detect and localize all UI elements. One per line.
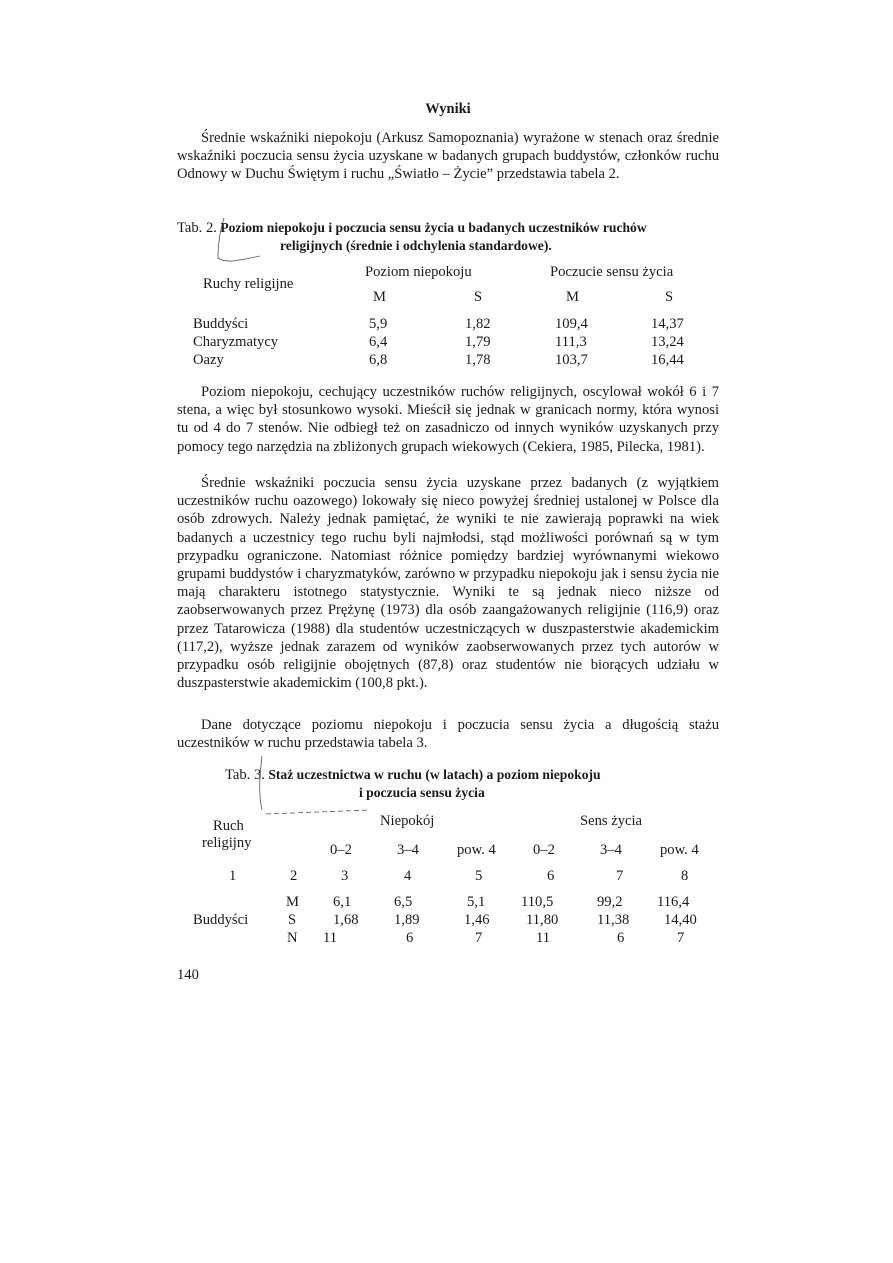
table3-stat-label: N — [287, 930, 298, 946]
intro-paragraph: Średnie wskaźniki niepokoju (Arkusz Samopoznania) wyrażone w stenach oraz średnie wskaźniki poczucia sensu życia uzyskane w badanych grupach buddystów, członków ruchu Odnowy w Duchu Świętym i ruchu „Światło – Życie” przedstawia tabela 2. — [177, 130, 719, 183]
table2-cell: 1,82 — [465, 316, 491, 332]
table2-cell: 1,79 — [465, 334, 491, 350]
table3-cell: 11 — [323, 930, 338, 946]
table3-col-number: 5 — [475, 868, 483, 884]
table3-cell: 7 — [475, 930, 483, 946]
table3-cell: 14,40 — [664, 912, 697, 928]
paragraph-anxiety: Poziom niepokoju, cechujący uczestników ruchów religijnych, oscylował wokół 6 i 7 stena, a więc był stosunkowo wysoki. Mieścił się jednak w granicach normy, która wynosi tu od 4 do 7 stenów. Nie odbiegł też on zasadniczo od innych wyników uzyskanych przy pomocy tego narzędzia na zbliżonych grupach wiekowych (Cekiera, 1985, Pilecka, 1981). — [177, 384, 719, 455]
table3-col-number: 6 — [547, 868, 555, 884]
pen-mark-decoration — [210, 210, 270, 270]
table3-ruch-line1: Ruch — [213, 818, 244, 834]
table2-cell: 1,78 — [465, 352, 491, 368]
table3-cell: 11 — [536, 930, 551, 946]
table3-stat-label: S — [288, 912, 297, 928]
table2-row-name: Charyzmatycy — [193, 334, 279, 350]
table3-col-number: 1 — [229, 868, 237, 884]
table3-sub-header: pow. 4 — [457, 842, 496, 858]
table3-cell: 99,2 — [597, 894, 623, 910]
table2-sub-header: S — [474, 289, 483, 305]
table2-row-name: Oazy — [193, 352, 224, 368]
table2-cell: 16,44 — [651, 352, 684, 368]
table3-col-number: 3 — [341, 868, 349, 884]
table3-stat-label: M — [286, 894, 299, 910]
table2-cell: 13,24 — [651, 334, 684, 350]
table2-caption-line2: religijnych (średnie i odchylenia standardowe). — [280, 238, 552, 253]
table3-cell: 1,68 — [333, 912, 359, 928]
table2-cell: 14,37 — [651, 316, 684, 332]
table3-cell: 6 — [617, 930, 625, 946]
table3-cell: 1,46 — [464, 912, 490, 928]
table2-cell: 111,3 — [555, 334, 587, 350]
table2-cell: 109,4 — [555, 316, 588, 332]
table2-row-name: Buddyści — [193, 316, 249, 332]
table3-col-number: 8 — [681, 868, 689, 884]
table3-group-label: Buddyści — [193, 912, 249, 928]
table2-row-header: Ruchy religijne — [203, 276, 294, 292]
table2-caption-line1: Poziom niepokoju i poczucia sensu życia u badanych uczestników ruchów — [220, 220, 647, 235]
table3-group-anxiety: Niepokój — [380, 813, 435, 829]
table2-cell: 103,7 — [555, 352, 588, 368]
table2-sub-header: S — [665, 289, 674, 305]
table3-label: Tab. 3. — [225, 767, 265, 783]
table3-col-number: 7 — [616, 868, 624, 884]
table3-cell: 5,1 — [467, 894, 486, 910]
table2-sub-header: M — [373, 289, 386, 305]
table3-cell: 110,5 — [521, 894, 554, 910]
section-title: Wyniki — [425, 101, 471, 117]
table3-cell: 7 — [677, 930, 685, 946]
table3-cell: 6 — [406, 930, 414, 946]
table2-group-anxiety: Poziom niepokoju — [365, 264, 472, 280]
page-number: 140 — [177, 967, 199, 983]
table3-cell: 1,89 — [394, 912, 420, 928]
table3-group-meaning: Sens życia — [580, 813, 643, 829]
table3-cell: 6,5 — [394, 894, 413, 910]
table3-sub-header: 0–2 — [533, 842, 555, 858]
table3-sub-header: 0–2 — [330, 842, 352, 858]
pen-mark-decoration — [250, 752, 380, 822]
table3-sub-header: 3–4 — [397, 842, 419, 858]
table2-sub-header: M — [566, 289, 579, 305]
table3-cell: 6,1 — [333, 894, 352, 910]
table3-sub-header: 3–4 — [600, 842, 622, 858]
paragraph-meaning: Średnie wskaźniki poczucia sensu życia uzyskane przez badanych (z wyjątkiem uczestników ruchu oazowego) lokowały się nieco powyżej średniej ustalonej w Polsce dla osób zdrowych. Należy jednak pamiętać, że wyniki te nie zawierają poprawki na wiek badanych a uczestnicy tego ruchu byli najmłodsi, stąd możliwości porównań są w tym przypadku ograniczone. Natomiast różnice pomiędzy bardziej wyrównanymi wiekowo grupami buddystów i charyzmatyków, zarówno w przypadku niepokoju jak i sensu życia nie mają charakteru istotnego statystycznie. Wyniki te są jednak nieco niższe od zaobserwowanych przez Prężynę (1973) dla osób zaangażowanych religijnie (116,9) oraz przez Tatarowicza (1988) dla studentów uczestniczących w duszpasterstwie akademickim (117,2), wyższe jednak zarazem od wyników zaobserwowanych przez tych autorów w przypadku osób religijnie obojętnych (87,8) oraz studentów nie biorących udziału w duszpasterstwie akademickim (100,8 pkt.). — [177, 475, 719, 692]
table3-sub-header: pow. 4 — [660, 842, 699, 858]
table2-cell: 6,4 — [369, 334, 388, 350]
paragraph-tenure: Dane dotyczące poziomu niepokoju i poczucia sensu życia a długością stażu uczestników w ruchu przedstawia tabela 3. — [177, 717, 719, 752]
table2-cell: 5,9 — [369, 316, 388, 332]
table3-col-number: 2 — [290, 868, 298, 884]
table3-cell: 116,4 — [657, 894, 690, 910]
table2-label: Tab. 2. — [177, 220, 217, 236]
table3-caption-line1: Staż uczestnictwa w ruchu (w latach) a poziom niepokoju — [268, 767, 601, 782]
table3-col-number: 4 — [404, 868, 412, 884]
table3-cell: 11,80 — [526, 912, 559, 928]
table3-caption-line2: i poczucia sensu życia — [359, 785, 485, 800]
table3-ruch-line2: religijny — [202, 835, 252, 851]
table2-group-meaning: Poczucie sensu życia — [550, 264, 674, 280]
table3-cell: 11,38 — [597, 912, 630, 928]
table2-cell: 6,8 — [369, 352, 388, 368]
